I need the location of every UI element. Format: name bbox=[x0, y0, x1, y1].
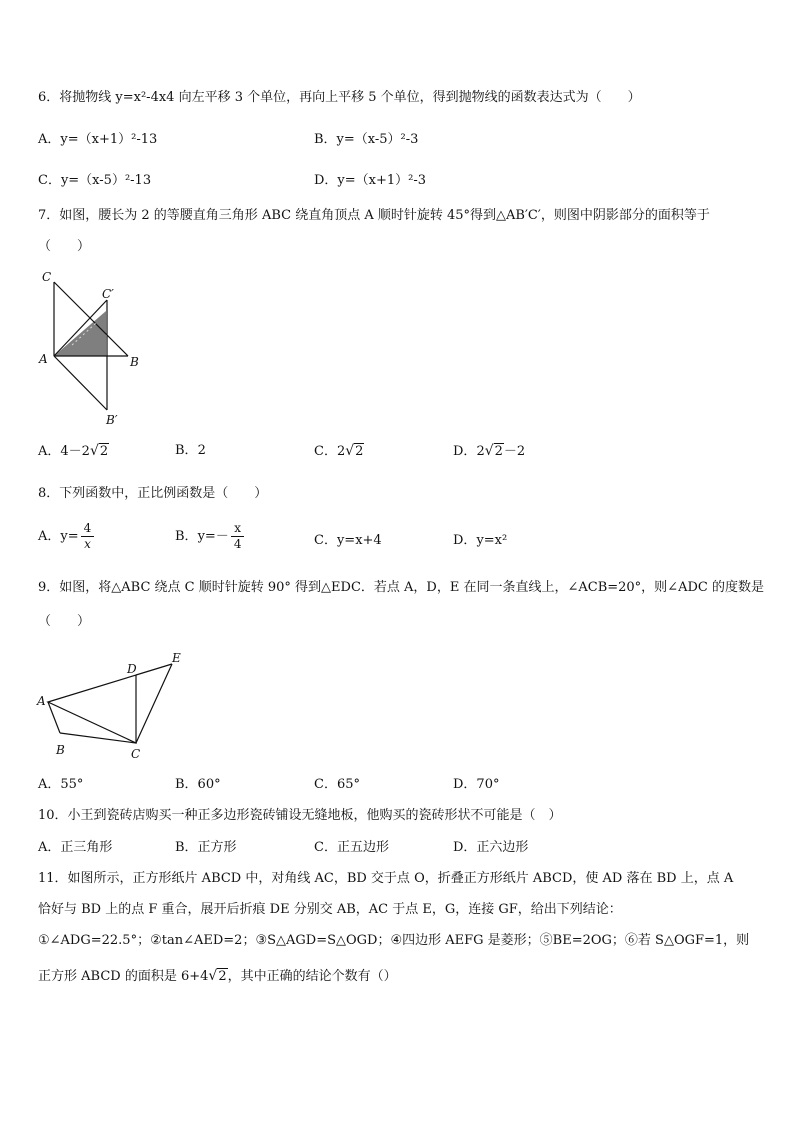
q6-option-c: C．y=（x-5）²-13 bbox=[38, 173, 152, 188]
q8-option-b-letter: B． bbox=[175, 529, 198, 544]
q8-option-c-text: y=x+4 bbox=[336, 533, 382, 548]
q8-option-c bbox=[314, 532, 382, 550]
q9-option-b: B．60° bbox=[175, 777, 221, 792]
q11-line4-pre: 正方形 ABCD 的面积是 6+4 bbox=[38, 969, 209, 984]
q11-line4-post: ，其中正确的结论个数有（） bbox=[227, 969, 397, 984]
q7-option-b-letter: B． bbox=[175, 443, 198, 458]
q7-option-d-pre: 2 bbox=[476, 444, 485, 459]
q8-option-d-text: y=x² bbox=[476, 533, 508, 548]
q10-option-a: A．正三角形 bbox=[38, 840, 113, 855]
q7-shaded-region bbox=[54, 311, 106, 356]
q8-option-a-denominator: x bbox=[84, 537, 91, 551]
q9-option-d: D．70° bbox=[453, 777, 500, 792]
q7-option-b-value: 2 bbox=[197, 443, 206, 458]
q9-label-e: E bbox=[172, 651, 181, 665]
q8-option-c-letter: C． bbox=[314, 533, 337, 548]
q7-label-c-prime: C′ bbox=[102, 287, 114, 301]
q7-label-a: A bbox=[39, 352, 48, 366]
q7-option-c-letter: C． bbox=[314, 444, 337, 459]
q6-option-a: A．y=（x+1）²-13 bbox=[38, 132, 158, 147]
q6-option-b: B．y=（x-5）²-3 bbox=[314, 132, 419, 147]
q6-stem: 6．将抛物线 y=x²-4x4 向左平移 3 个单位，再向上平移 5 个单位，得到抛物线的函数表达式为（ ） bbox=[38, 90, 641, 105]
q10-stem: 10．小王到瓷砖店购买一种正多边形瓷砖铺设无缝地板，他购买的瓷砖形状不可能是（ ） bbox=[38, 808, 562, 823]
q7-label-b-prime: B′ bbox=[106, 413, 118, 427]
q10-option-c: C．正五边形 bbox=[314, 840, 389, 855]
q8-option-d bbox=[453, 532, 507, 550]
q7-stem-line2: （ ） bbox=[38, 239, 91, 254]
q10-option-d: D．正六边形 bbox=[453, 840, 529, 855]
q9-stem-line1: 9．如图，将△ABC 绕点 C 顺时针旋转 90° 得到△EDC．若点 A，D，E 在同一条直线上，∠ACB=20°，则∠ADC 的度数是 bbox=[38, 580, 764, 595]
q7-option-a-pre: 4－2 bbox=[60, 444, 90, 459]
q8-stem: 8．下列函数中，正比例函数是（ ） bbox=[38, 486, 268, 501]
q7-option-c: C．2√2 bbox=[314, 443, 364, 459]
q11-line2: 恰好与 BD 上的点 F 重合，展开后折痕 DE 分别交 AB，AC 于点 E，G，连接 GF，给出下列结论： bbox=[38, 902, 622, 917]
q8-option-b-denominator: 4 bbox=[233, 537, 242, 551]
q8-option-a-numerator: 4 bbox=[81, 521, 95, 537]
q7-option-c-pre: 2 bbox=[336, 444, 346, 459]
q8-option-d-letter: D． bbox=[453, 533, 477, 548]
q9-label-d: D bbox=[127, 662, 137, 676]
q8-option-a bbox=[38, 521, 96, 552]
q9-label-b: B bbox=[56, 743, 65, 757]
q9-figure bbox=[34, 650, 194, 765]
q7-option-d-radicand: 2 bbox=[494, 444, 503, 459]
q9-label-c: C bbox=[131, 747, 141, 761]
q11-line4-radicand: 2 bbox=[218, 969, 227, 984]
q8-option-b-pre: y=－ bbox=[197, 529, 229, 544]
q8-option-b-numerator: x bbox=[231, 521, 244, 537]
q10-option-b: B．正方形 bbox=[175, 840, 237, 855]
q7-option-a-radicand: 2 bbox=[99, 444, 109, 459]
q7-option-a-letter: A． bbox=[38, 444, 61, 459]
q9-option-a: A．55° bbox=[38, 777, 84, 792]
q7-label-c: C bbox=[42, 270, 52, 284]
q7-option-a: A．4－2√2 bbox=[38, 443, 109, 459]
q6-option-d: D．y=（x+1）²-3 bbox=[314, 173, 427, 188]
q9-stem-line2: （ ） bbox=[38, 614, 91, 629]
q7-option-d-letter: D． bbox=[453, 444, 477, 459]
q8-option-b bbox=[175, 521, 246, 552]
q11-line3: ①∠ADG=22.5°；②tan∠AED=2；③S△AGD=S△OGD；④四边形 AEFG 是菱形；⑤BE=2OG；⑥若 S△OGF=1，则 bbox=[38, 933, 750, 948]
q11-line4: 正方形 ABCD 的面积是 6+4√2，其中正确的结论个数有（） bbox=[38, 968, 397, 984]
q7-stem-line1: 7．如图，腰长为 2 的等腰直角三角形 ABC 绕直角顶点 A 顺时针旋转 45°得到△AB′C′，则图中阴影部分的面积等于 bbox=[38, 208, 710, 223]
q11-line1: 11．如图所示，正方形纸片 ABCD 中，对角线 AC，BD 交于点 O，折叠正方形纸片 ABCD，使 AD 落在 BD 上，点 A bbox=[38, 871, 734, 886]
q9-label-a: A bbox=[37, 694, 46, 708]
q7-label-b: B bbox=[130, 355, 139, 369]
q8-option-a-letter: A． bbox=[38, 529, 61, 544]
q7-option-c-radicand: 2 bbox=[355, 444, 364, 459]
q7-option-d-post: －2 bbox=[503, 444, 526, 459]
q7-figure bbox=[36, 268, 146, 428]
q9-option-c: C．65° bbox=[314, 777, 360, 792]
q7-option-d: D．2√2－2 bbox=[453, 443, 526, 459]
q8-option-a-pre: y= bbox=[60, 529, 79, 544]
q7-option-b bbox=[175, 442, 206, 460]
